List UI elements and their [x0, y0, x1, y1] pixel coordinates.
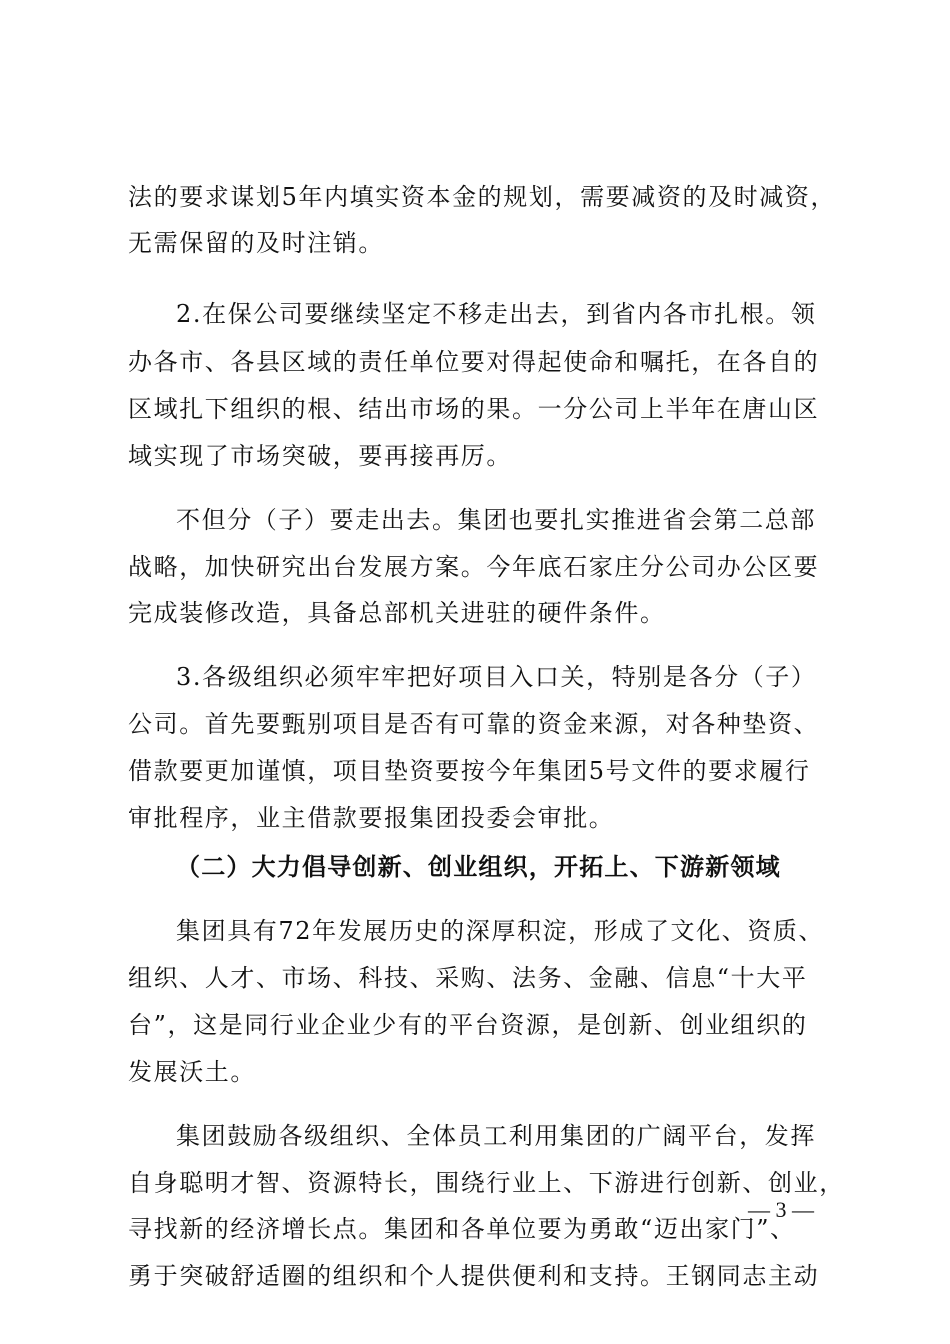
text-line: 战略，加快研究出台发展方案。今年底石家庄分公司办公区要 — [128, 553, 820, 581]
text-line: 集团鼓励各级组织、全体员工利用集团的广阔平台，发挥 — [176, 1122, 816, 1150]
page-number: — 3 — — [748, 1197, 814, 1222]
text-line: 公司。首先要甄别项目是否有可靠的资金来源，对各种垫资、 — [128, 710, 820, 738]
text-line: 发展沃土。 — [128, 1058, 256, 1086]
text-line: 台”，这是同行业企业少有的平台资源，是创新、创业组织的 — [128, 1011, 808, 1039]
text-line: 审批程序，业主借款要报集团投委会审批。 — [128, 804, 615, 832]
text-line: 区域扎下组织的根、结出市场的果。一分公司上半年在唐山区 — [128, 395, 820, 423]
text-line: 寻找新的经济增长点。集团和各单位要为勇敢“迈出家门”、 — [128, 1215, 796, 1243]
text-line: 法的要求谋划5年内填实资本金的规划，需要减资的及时减资， — [128, 183, 837, 211]
text-line: 3.各级组织必须牢牢把好项目入口关，特别是各分（子） — [176, 663, 817, 691]
text-line: 勇于突破舒适圈的组织和个人提供便利和支持。王钢同志主动 — [128, 1262, 820, 1290]
text-line: 办各市、各县区域的责任单位要对得起使命和嘱托，在各自的 — [128, 348, 820, 376]
text-line: 2.在保公司要继续坚定不移走出去，到省内各市扎根。领 — [176, 300, 817, 328]
text-line: 自身聪明才智、资源特长，围绕行业上、下游进行创新、创业， — [128, 1169, 845, 1197]
text-line: 集团具有72年发展历史的深厚积淀，形成了文化、资质、 — [176, 917, 825, 945]
section-heading: （二）大力倡导创新、创业组织，开拓上、下游新领域 — [176, 852, 781, 881]
text-line: 组织、人才、市场、科技、采购、法务、金融、信息“十大平 — [128, 964, 808, 992]
text-line: 不但分（子）要走出去。集团也要扎实推进省会第二总部 — [176, 506, 816, 534]
text-line: 借款要更加谨慎，项目垫资要按今年集团5号文件的要求履行 — [128, 757, 811, 785]
text-line: 完成装修改造，具备总部机关进驻的硬件条件。 — [128, 599, 666, 627]
text-line: 域实现了市场突破，要再接再厉。 — [128, 442, 512, 470]
text-line: 无需保留的及时注销。 — [128, 229, 384, 257]
